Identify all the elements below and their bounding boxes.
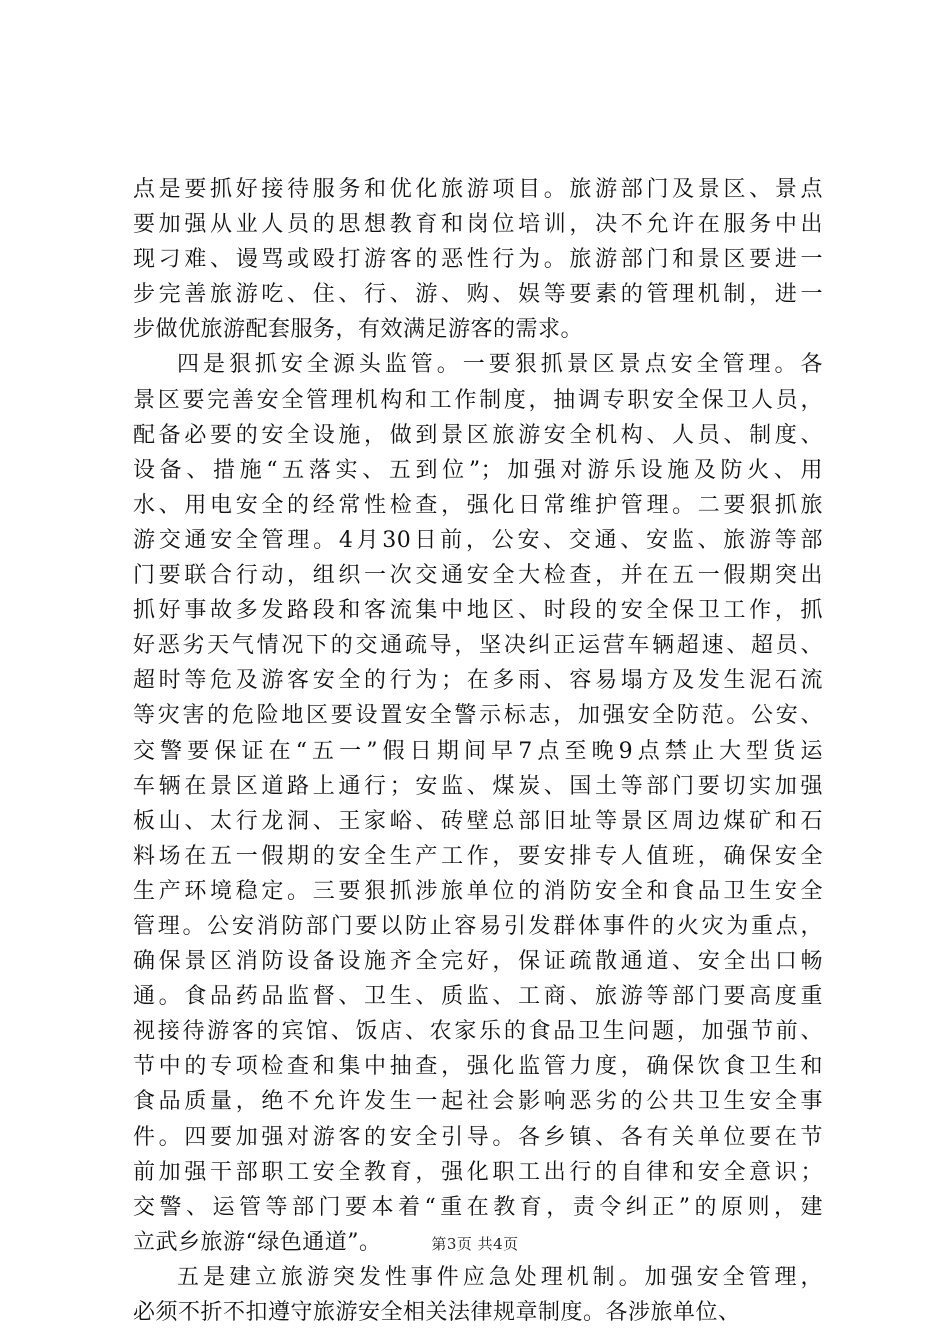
- text-line: 件。四要加强对游客的安全引导。各乡镇、各有关单位要在节: [133, 1124, 823, 1150]
- paragraph: [133, 172, 823, 347]
- text-line: 交警、运管等部门要本着“重在教育，责令纠正”的原则，建: [133, 1194, 823, 1220]
- page-footer: 第3页 共4页: [431, 1235, 519, 1253]
- text-line: 现刁难、谩骂或殴打游客的恶性行为。旅游部门和景区要进一: [133, 247, 823, 273]
- text-line: 生产环境稳定。三要狠抓涉旅单位的消防安全和食品卫生安全: [133, 878, 823, 904]
- document-body: [133, 172, 823, 1330]
- text-line: 点是要抓好接待服务和优化旅游项目。旅游部门及景区、景点: [133, 177, 823, 202]
- text-line: 食品质量，绝不允许发生一起社会影响恶劣的公共卫生安全事: [133, 1089, 823, 1115]
- text-line: 要加强从业人员的思想教育和岗位培训，决不允许在服务中出: [133, 212, 823, 238]
- text-line: 必须不折不扣遵守旅游安全相关法律规章制度。各涉旅单位、: [133, 1300, 741, 1325]
- text-line: 节中的专项检查和集中抽查，强化监管力度，确保饮食卫生和: [133, 1054, 823, 1080]
- text-line: 板山、太行龙洞、王家峪、砖壁总部旧址等景区周边煤矿和石: [133, 808, 823, 834]
- text-line: 门要联合行动，组织一次交通安全大检查，并在五一假期突出: [133, 563, 823, 589]
- text-line: 等灾害的危险地区要设置安全警示标志，加强安全防范。公安、: [133, 703, 823, 729]
- text-line: 步完善旅游吃、住、行、游、购、娱等要素的管理机制，进一: [133, 282, 823, 308]
- paragraph: [133, 1260, 823, 1330]
- text-line: 景区要完善安全管理机构和工作制度，抽调专职安全保卫人员，: [133, 387, 823, 413]
- text-line: 超时等危及游客安全的行为；在多雨、容易塌方及发生泥石流: [133, 668, 823, 694]
- text-line: 设备、措施“五落实、五到位”；加强对游乐设施及防火、用: [133, 457, 823, 483]
- text-line: 立武乡旅游“绿色通道”。: [133, 1229, 382, 1255]
- text-line: 料场在五一假期的安全生产工作，要安排专人值班，确保安全: [133, 843, 823, 869]
- text-line: 步做优旅游配套服务，有效满足游客的需求。: [133, 317, 584, 343]
- text-line: 通。食品药品监督、卫生、质监、工商、旅游等部门要高度重: [133, 984, 823, 1010]
- text-line: 确保景区消防设备设施齐全完好，保证疏散通道、安全出口畅: [133, 949, 823, 975]
- text-line: 前加强干部职工安全教育，强化职工出行的自律和安全意识；: [133, 1159, 823, 1185]
- paragraph: [133, 347, 823, 1259]
- text-line: 五是建立旅游突发性事件应急处理机制。加强安全管理，: [177, 1264, 823, 1290]
- text-line: 交警要保证在“五一”假日期间早7点至晚9点禁止大型货运: [133, 738, 823, 764]
- text-line: 管理。公安消防部门要以防止容易引发群体事件的火灾为重点，: [133, 913, 823, 939]
- text-line: 好恶劣天气情况下的交通疏导，坚决纠正运营车辆超速、超员、: [133, 633, 823, 659]
- text-line: 配备必要的安全设施，做到景区旅游安全机构、人员、制度、: [133, 422, 823, 448]
- text-line: 抓好事故多发路段和客流集中地区、时段的安全保卫工作，抓: [133, 598, 823, 624]
- text-line: 游交通安全管理。4月30日前，公安、交通、安监、旅游等部: [133, 527, 823, 553]
- text-line: 视接待游客的宾馆、饭店、农家乐的食品卫生问题，加强节前、: [133, 1019, 823, 1045]
- text-line: 水、用电安全的经常性检查，强化日常维护管理。二要狠抓旅: [133, 492, 823, 518]
- text-line: 四是狠抓安全源头监管。一要狠抓景区景点安全管理。各: [177, 352, 823, 378]
- text-line: 车辆在景区道路上通行；安监、煤炭、国土等部门要切实加强: [133, 773, 823, 799]
